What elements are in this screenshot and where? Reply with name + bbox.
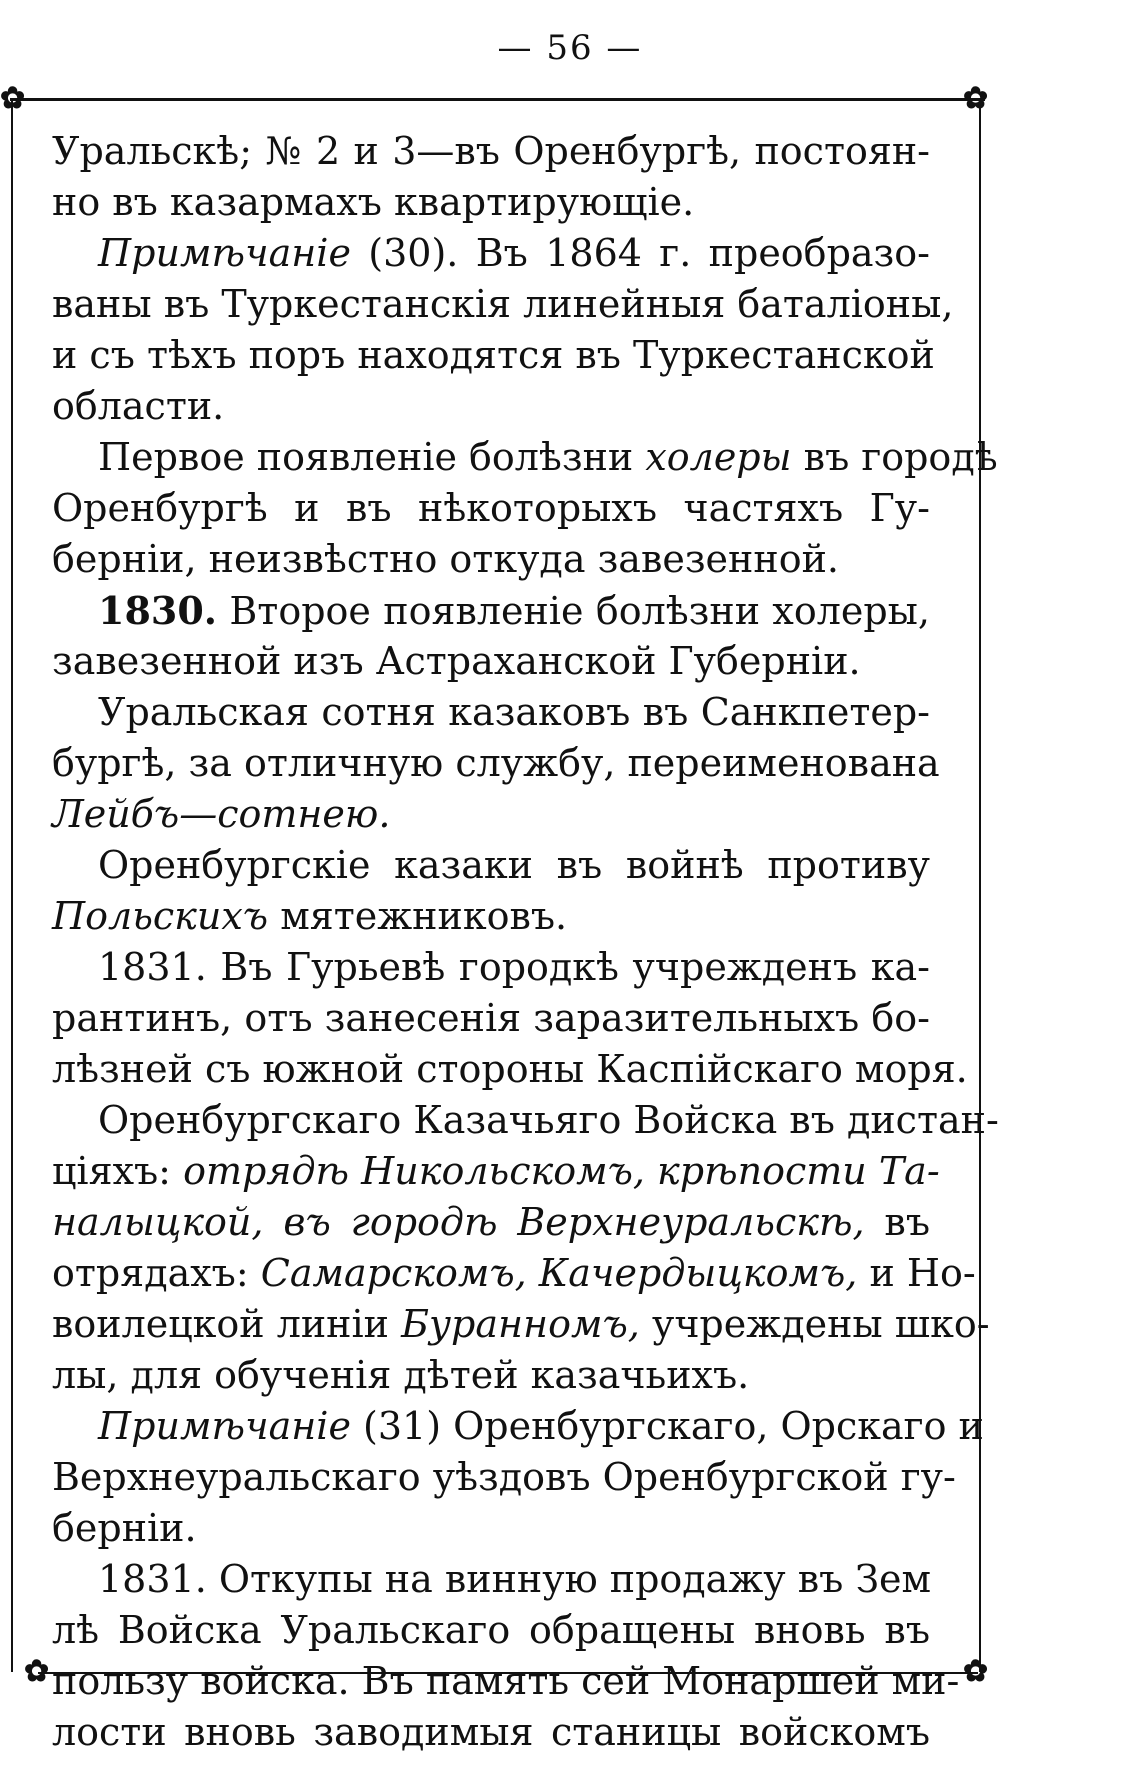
text-line [52, 534, 930, 585]
text-segment: Второе появленіе болѣзни холеры, [217, 589, 930, 633]
text-line [52, 738, 940, 789]
text-segment: (30). Въ 1864 г. преобразо- [350, 231, 930, 275]
text-segment: Примѣчаніе [98, 231, 351, 275]
text-line [52, 1350, 930, 1401]
text-line [52, 993, 930, 1044]
text-line [52, 177, 930, 228]
text-segment: бургѣ, за отличную службу, переименована [52, 741, 940, 785]
text-line [52, 1707, 930, 1758]
text-line [52, 1656, 960, 1707]
text-segment: и съ тѣхъ поръ находятся въ Туркестанской [52, 333, 935, 377]
text-line [52, 1503, 930, 1554]
text-segment: (31) Оренбургскаго, Орскаго и [350, 1404, 984, 1448]
left-rule [11, 100, 13, 1672]
corner-ornament-bottom-left: ✿ [24, 1654, 50, 1689]
text-segment: Уральскѣ; № 2 и 3—въ Оренбургѣ, постоян- [52, 129, 930, 173]
text-segment: холеры [645, 435, 792, 479]
text-line [52, 381, 930, 432]
text-segment: налыцкой, въ городѣ Верхнеуральскѣ, [52, 1200, 865, 1244]
corner-ornament-top-left: ✿ [0, 81, 26, 116]
text-line [52, 585, 930, 636]
text-segment: но въ казармахъ квартирующіе. [52, 180, 695, 224]
text-line [52, 687, 930, 738]
text-segment: берніи. [52, 1506, 197, 1550]
text-line [52, 1095, 999, 1146]
text-segment: Буранномъ, [401, 1302, 640, 1346]
page-number: — 56 — [497, 28, 643, 68]
text-segment: Примѣчаніе [98, 1404, 351, 1448]
text-segment: ціяхъ: [52, 1149, 184, 1193]
text-segment: Лейбъ—сотнею. [52, 792, 391, 836]
text-segment: въ городѣ [791, 435, 998, 479]
text-segment: лѣ Войска Уральскаго обращены вновь въ [52, 1608, 930, 1652]
text-segment: 1831. Откупы на винную продажу въ Зем [98, 1557, 932, 1601]
text-segment: Самарскомъ, Качердыцкомъ, [260, 1251, 858, 1295]
text-line [52, 1146, 940, 1197]
text-segment: 1830. [98, 588, 217, 633]
text-segment: Польскихъ [52, 894, 269, 938]
text-segment: Первое появленіе болѣзни [98, 435, 646, 479]
text-segment: лы, для обученія дѣтей казачьихъ. [52, 1353, 750, 1397]
text-line [52, 1554, 930, 1605]
text-segment: Оренбургѣ и въ нѣкоторыхъ частяхъ Гу- [52, 486, 930, 530]
text-segment: Оренбургскаго Казачьяго Войска въ дистан- [98, 1098, 999, 1142]
text-line [52, 126, 930, 177]
text-segment: учреждены шко- [639, 1302, 990, 1346]
text-segment: и Но- [857, 1251, 976, 1295]
text-segment: воилецкой линіи [52, 1302, 402, 1346]
text-line [52, 1605, 930, 1656]
text-line [52, 1197, 930, 1248]
text-segment: берніи, неизвѣстно откуда завезенной. [52, 537, 839, 581]
text-line [52, 228, 930, 279]
text-segment: завезенной изъ Астраханской Губерніи. [52, 639, 861, 683]
text-segment: мятежниковъ. [268, 894, 568, 938]
text-segment: Верхнеуральскаго уѣздовъ Оренбургской гу- [52, 1455, 956, 1499]
text-segment: въ [864, 1200, 930, 1244]
text-segment: отрядѣ Никольскомъ, крѣпости Та- [183, 1149, 940, 1193]
text-line [52, 942, 930, 993]
text-line [52, 1401, 984, 1452]
text-line [52, 789, 930, 840]
text-line [52, 483, 930, 534]
text-segment: Уральская сотня казаковъ въ Санкпетер- [98, 690, 930, 734]
text-segment: лѣзней съ южной стороны Каспійскаго моря. [52, 1047, 968, 1091]
text-segment: лости вновь заводимыя станицы войскомъ [52, 1710, 930, 1754]
corner-ornament-top-right: ✿ [963, 81, 989, 116]
text-line [52, 840, 930, 891]
text-segment: рантинъ, отъ занесенія заразительныхъ бо- [52, 996, 930, 1040]
text-line [52, 330, 935, 381]
text-segment: области. [52, 384, 225, 428]
text-line [52, 891, 930, 942]
text-line [52, 279, 954, 330]
text-segment: Оренбургскіе казаки въ войнѣ противу [98, 843, 930, 887]
page-text [52, 126, 999, 1758]
text-line [52, 1452, 956, 1503]
text-segment: отрядахъ: [52, 1251, 261, 1295]
top-rule [10, 98, 985, 101]
corner-ornament-bottom-right: ✿ [963, 1654, 989, 1689]
text-segment: пользу войска. Въ память сей Монаршей ми- [52, 1659, 960, 1703]
text-line [52, 432, 998, 483]
text-segment: ваны въ Туркестанскія линейныя баталіоны, [52, 282, 954, 326]
text-line [52, 636, 930, 687]
text-line [52, 1299, 990, 1350]
text-segment: 1831. Въ Гурьевѣ городкѣ учрежденъ ка- [98, 945, 930, 989]
text-line [52, 1044, 968, 1095]
text-line [52, 1248, 976, 1299]
